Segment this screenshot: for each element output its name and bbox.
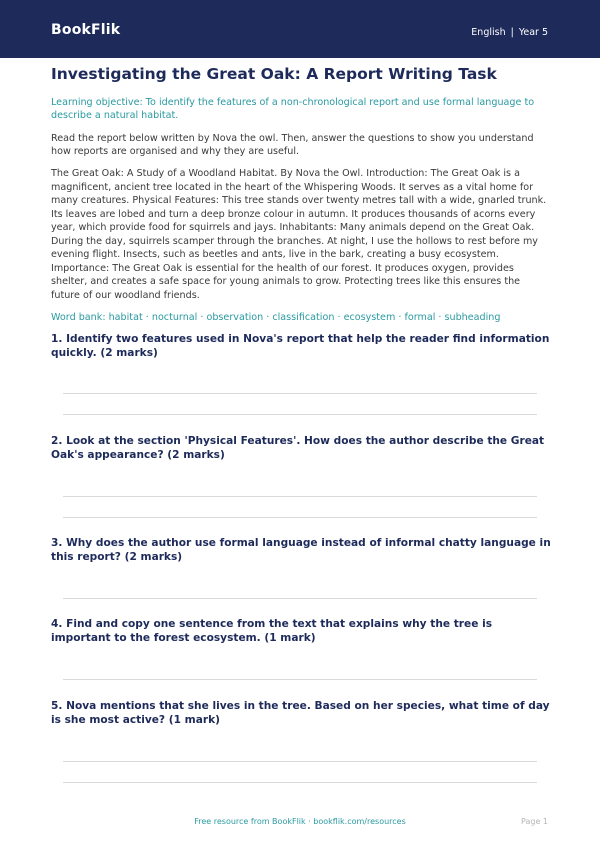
footer-credit[interactable]: Free resource from BookFlik · bookflik.com/resources [194, 817, 406, 826]
answer-line[interactable] [63, 517, 537, 518]
page-title: Investigating the Great Oak: A Report Writing Task [51, 65, 497, 83]
question-3: 3. Why does the author use formal language instead of informal chatty language in this report? (2 marks) [51, 537, 551, 563]
word-bank: Word bank: habitat · nocturnal · observation · classification · ecosystem · formal · subheading [51, 312, 501, 323]
answer-line[interactable] [63, 782, 537, 783]
question-5: 5. Nova mentions that she lives in the tree. Based on her species, what time of day is she most active? (1 mark) [51, 700, 550, 726]
brand-logo[interactable]: BookFlik [51, 22, 121, 38]
answer-line[interactable] [63, 598, 537, 599]
question-2: 2. Look at the section 'Physical Features'. How does the author describe the Great Oak's appearance? (2 marks) [51, 435, 545, 461]
page-number: Page 1 [521, 817, 548, 826]
worksheet-body [51, 64, 551, 324]
answer-line[interactable] [63, 496, 537, 497]
question-1: 1. Identify two features used in Nova's report that help the reader find information quickly. (2 marks) [51, 333, 550, 359]
question-4: 4. Find and copy one sentence from the text that explains why the tree is important to the forest ecosystem. (1 mark) [51, 618, 493, 644]
subject-label: English [471, 27, 506, 38]
instructions: Read the report below written by Nova the owl. Then, answer the questions to show you understand how reports are organised and why they are useful. [51, 133, 534, 157]
report-text: The Great Oak: A Study of a Woodland Habitat. By Nova the Owl. Introduction: The Great Oak is a magnificent, ancient tree located in the heart of the Whispering Woods. It serves as a vital home for many creatures. Physical Features: This tree stands over twenty metres tall with a wide, gnarled trunk. Its leaves are lobed and turn a deep bronze colour in autumn. It produces thousands of acorns every year, which provide food for squirrels and jays. Inhabitants: Many animals depend on the Great Oak. During the day, squirrels scamper through the branches. At night, I use the hollows to rest before my evening flight. Insects, such as beetles and ants, live in the bark, creating a busy ecosystem. Importance: The Great Oak is essential for the health of our forest. It produces oxygen, provides shelter, and creates a safe space for young animals to grow. Protecting trees like this ensures the future of our woodland friends. [51, 168, 547, 301]
answer-line[interactable] [63, 414, 537, 415]
meta-separator: | [510, 27, 514, 38]
answer-line[interactable] [63, 679, 537, 680]
page-header [0, 0, 600, 58]
answer-line[interactable] [63, 761, 537, 762]
learning-objective: Learning objective: To identify the features of a non-chronological report and use formal language to describe a natural habitat. [51, 97, 535, 121]
header-meta [471, 27, 548, 38]
answer-line[interactable] [63, 393, 537, 394]
year-label: Year 5 [518, 27, 548, 38]
